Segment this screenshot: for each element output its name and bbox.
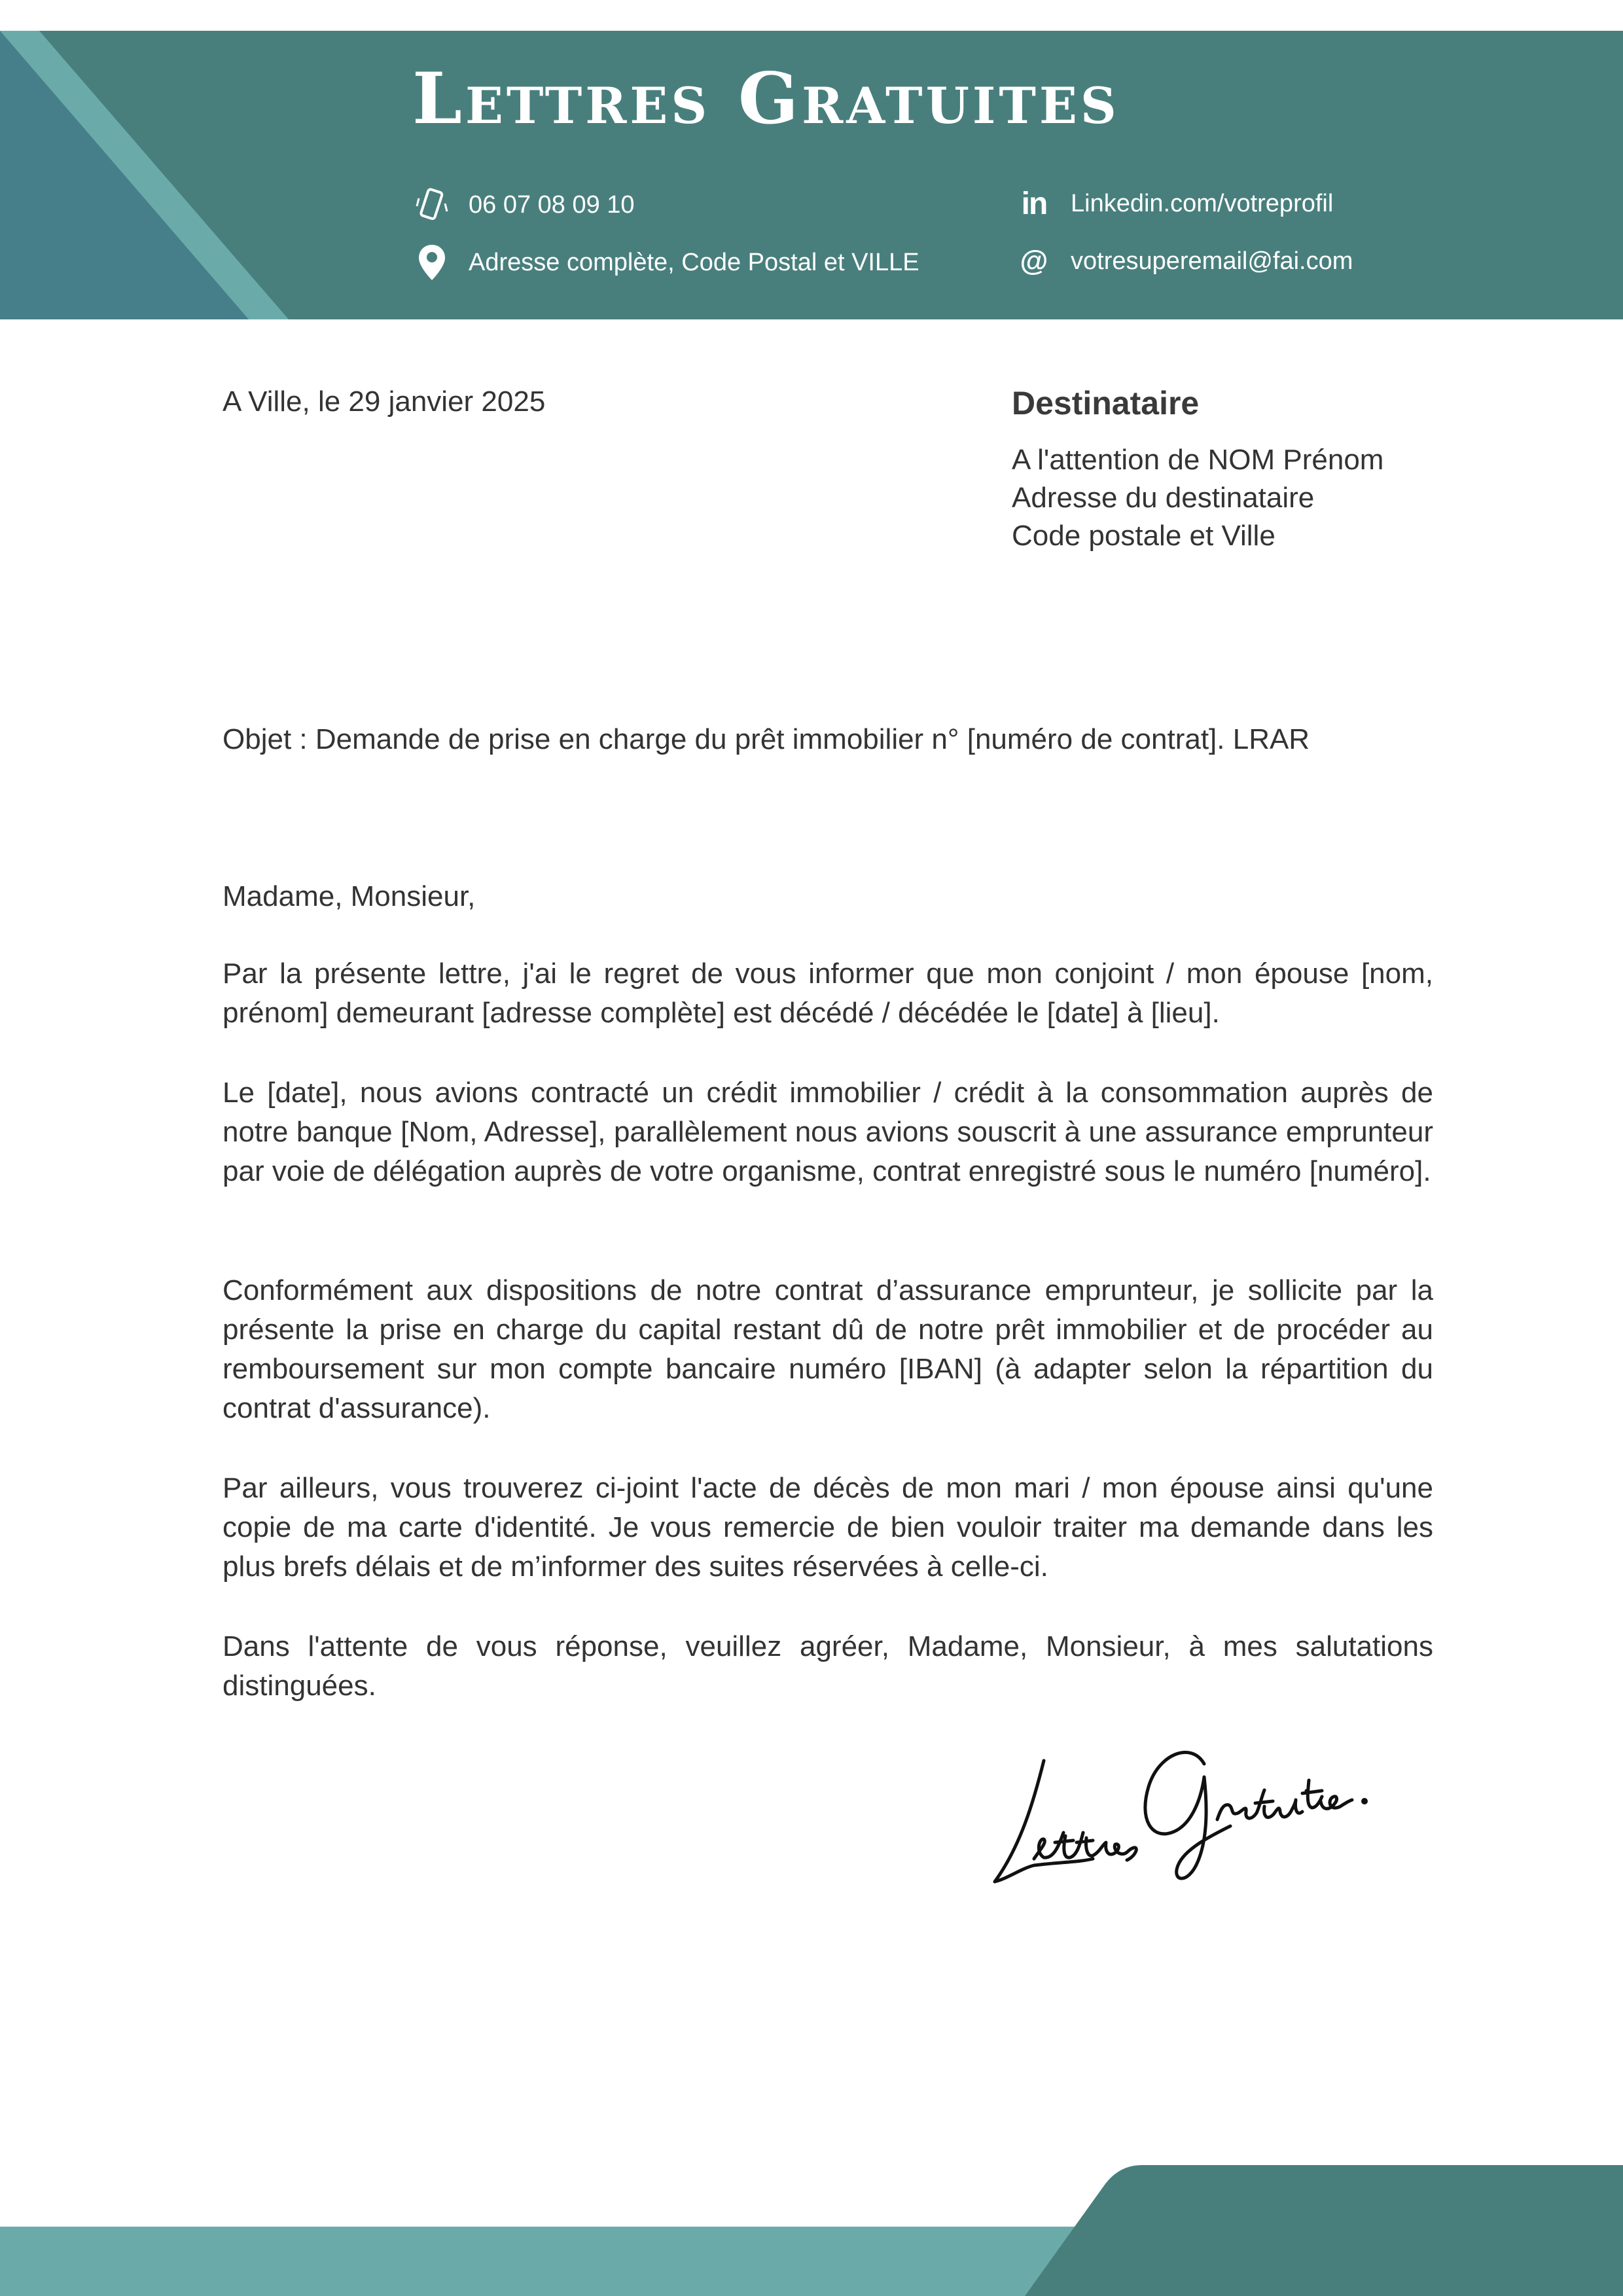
- email-address[interactable]: votresuperemail@fai.com: [1071, 247, 1353, 275]
- letter-paragraph: Conformément aux dispositions de notre contrat d’assurance emprunteur, je sollicite par la présente la prise en charge du capital restant dû de notre prêt immobilier et de procéder au remboursement sur mon compte bancaire numéro [IBAN] (à adapter selon la répartition du contrat d'assurance).: [223, 1274, 1433, 1424]
- recipient-line: Code postale et Ville: [1012, 520, 1275, 552]
- recipient-heading: Destinataire: [1012, 385, 1200, 422]
- subject-line: Objet : Demande de prise en charge du prêt immobilier n° [numéro de contrat]. LRAR: [223, 723, 1310, 755]
- location-pin-icon: [414, 244, 450, 281]
- salutation: Madame, Monsieur,: [223, 880, 476, 912]
- linkedin-icon: in: [1021, 186, 1047, 221]
- brand-title: Lettres Gratuites: [412, 58, 1120, 140]
- footer-band: [0, 2160, 1623, 2296]
- recipient-line: A l'attention de NOM Prénom: [1012, 444, 1384, 476]
- contact-email: [1016, 243, 1353, 279]
- date-line: A Ville, le 29 janvier 2025: [223, 386, 546, 418]
- recipient-line: Adresse du destinataire: [1012, 482, 1315, 514]
- letter-paragraph: Par la présente lettre, j'ai le regret de vous informer que mon conjoint / mon épouse [nom, prénom] demeurant [adresse complète] est décédé / décédée le [date] à [lieu].: [223, 958, 1433, 1029]
- contact-linkedin: [1016, 185, 1333, 222]
- letter-paragraph: Dans l'attente de vous réponse, veuillez agréer, Madame, Monsieur, à mes salutations distinguées.: [223, 1630, 1433, 1702]
- header-band: [0, 31, 1623, 319]
- phone-icon: [414, 187, 450, 223]
- letter-paragraph: Par ailleurs, vous trouverez ci-joint l'acte de décès de mon mari / mon épouse ainsi qu'une copie de ma carte d'identité. Je vous remercie de bien vouloir traiter ma demande dans les plus brefs délais et de m’informer des suites réservées à celle-ci.: [223, 1472, 1433, 1583]
- contact-phone: [414, 187, 635, 223]
- header-decoration: [0, 31, 301, 319]
- phone-number: 06 07 08 09 10: [469, 190, 635, 219]
- at-icon: @: [1020, 245, 1048, 277]
- handwritten-signature: [982, 1728, 1374, 1892]
- contact-address: [414, 244, 919, 281]
- recipient-block: [1012, 382, 1383, 555]
- address-text: Adresse complète, Code Postal et VILLE: [469, 248, 919, 276]
- letter-paragraph: Le [date], nous avions contracté un crédit immobilier / crédit à la consommation auprès de notre banque [Nom, Adresse], parallèlement nous avions souscrit à une assurance emprunteur par voie de délégation auprès de votre organisme, contrat enregistré sous le numéro [numéro].: [223, 1077, 1433, 1187]
- linkedin-url[interactable]: Linkedin.com/votreprofil: [1071, 189, 1334, 217]
